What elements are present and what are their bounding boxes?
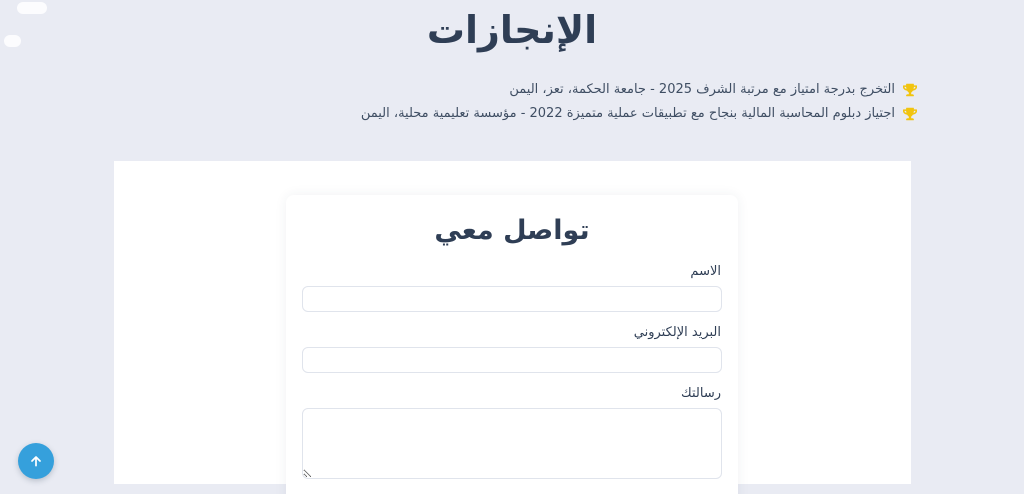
achievement-item xyxy=(107,82,917,97)
achievements-title: الإنجازات xyxy=(426,8,598,52)
email-input[interactable] xyxy=(302,347,722,373)
trophy-icon xyxy=(903,107,917,121)
contact-title: تواصل معي xyxy=(434,215,590,246)
name-field-group xyxy=(302,264,722,312)
scroll-to-top-button[interactable] xyxy=(18,443,54,479)
contact-section xyxy=(114,161,911,484)
achievement-text: التخرج بدرجة امتياز مع مرتبة الشرف 2025 - جامعة الحكمة، تعز، اليمن xyxy=(509,82,895,97)
message-field-group xyxy=(302,386,722,479)
trophy-icon xyxy=(903,83,917,97)
name-label: الاسم xyxy=(690,264,721,279)
message-label: رسالتك xyxy=(681,386,721,401)
achievement-text: اجتياز دبلوم المحاسبة المالية بنجاح مع تطبيقات عملية متميزة 2022 - مؤسسة تعليمية محلية، اليمن xyxy=(360,106,895,121)
achievements-section xyxy=(0,0,1024,121)
message-textarea[interactable] xyxy=(302,408,722,479)
email-field-group xyxy=(302,325,722,373)
arrow-up-icon xyxy=(28,453,44,469)
name-input[interactable] xyxy=(302,286,722,312)
top-left-artifact-2 xyxy=(4,35,21,47)
email-label: البريد الإلكتروني xyxy=(633,325,721,340)
achievements-list xyxy=(107,82,917,121)
achievement-item xyxy=(107,106,917,121)
contact-form xyxy=(286,195,738,494)
top-left-artifact-1 xyxy=(17,2,47,14)
